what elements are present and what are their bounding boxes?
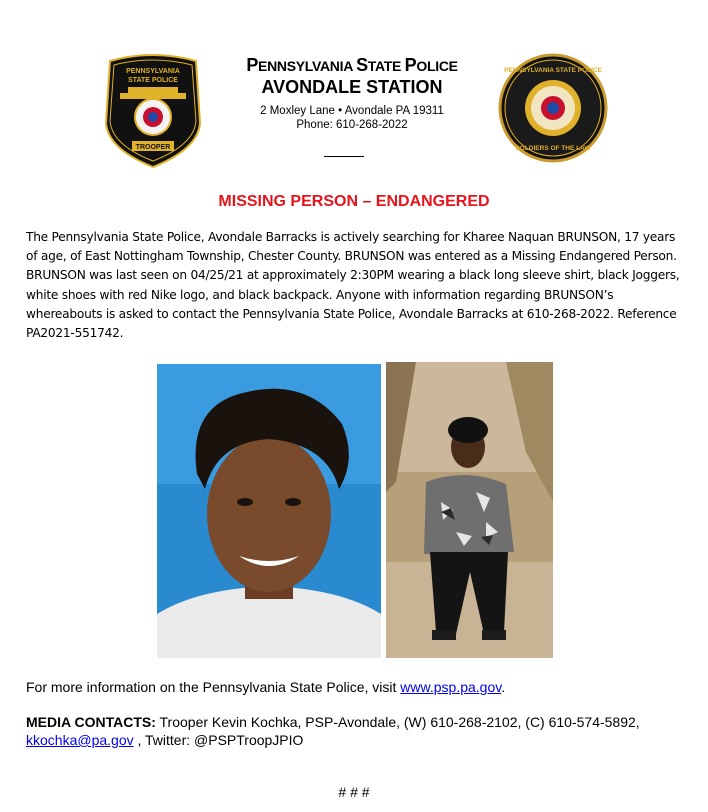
svg-text:TROOPER: TROOPER <box>135 144 171 151</box>
station-phone: Phone: 610-268-2022 <box>296 119 408 131</box>
svg-text:PENNSYLVANIA STATE POLICE: PENNSYLVANIA STATE POLICE <box>504 67 602 74</box>
psp-seal <box>498 53 608 163</box>
missing-person-portrait-photo <box>157 364 381 658</box>
case-description: The Pennsylvania State Police, Avondale Barracks is actively searching for Kharee Naquan BRUNSON, 17 years of age, of East Nottingham Township, Chester County. BRUNSON was entered as a Missing Endangered Person. BRUNSON was last seen on 04/25/21 at approximately 2:30PM wearing a black long sleeve shirt, black Joggers, white shoes with red Nike logo, and black backpack. Anyone with information regarding BRUNSON’s whereabouts is asked to contact the Pennsylvania State Police, Avondale Barracks at 610-268-2022. Reference PA2021-551742. <box>26 230 680 341</box>
station-address: 2 Moxley Lane • Avondale PA 19311 <box>260 105 444 117</box>
header-divider <box>324 156 364 157</box>
media-contacts: MEDIA CONTACTS: Trooper Kevin Kochka, PSP-Avondale, (W) 610-268-2102, (C) 610-574-5892, kkochka@pa.gov , Twitter: @PSPTroopJPIO <box>26 714 640 748</box>
org-name: PENNSYLVANIA STATE POLICE <box>246 55 458 75</box>
svg-text:STATE POLICE: STATE POLICE <box>128 77 178 84</box>
missing-person-fullbody-photo <box>386 362 553 658</box>
more-info-line: For more information on the Pennsylvania State Police, visit www.psp.pa.gov. <box>26 679 506 695</box>
media-contacts-label: MEDIA CONTACTS: <box>26 714 156 730</box>
svg-text:PENNSYLVANIA: PENNSYLVANIA <box>126 68 180 75</box>
psp-trooper-badge <box>102 53 204 169</box>
end-mark: # # # <box>338 784 370 800</box>
psp-website-link[interactable]: www.psp.pa.gov <box>400 679 502 695</box>
station-name: AVONDALE STATION <box>261 77 443 97</box>
svg-text:SOLDIERS OF THE LAW: SOLDIERS OF THE LAW <box>515 145 591 152</box>
contact-email-link[interactable]: kkochka@pa.gov <box>26 732 134 748</box>
alert-title: MISSING PERSON – ENDANGERED <box>218 193 490 210</box>
